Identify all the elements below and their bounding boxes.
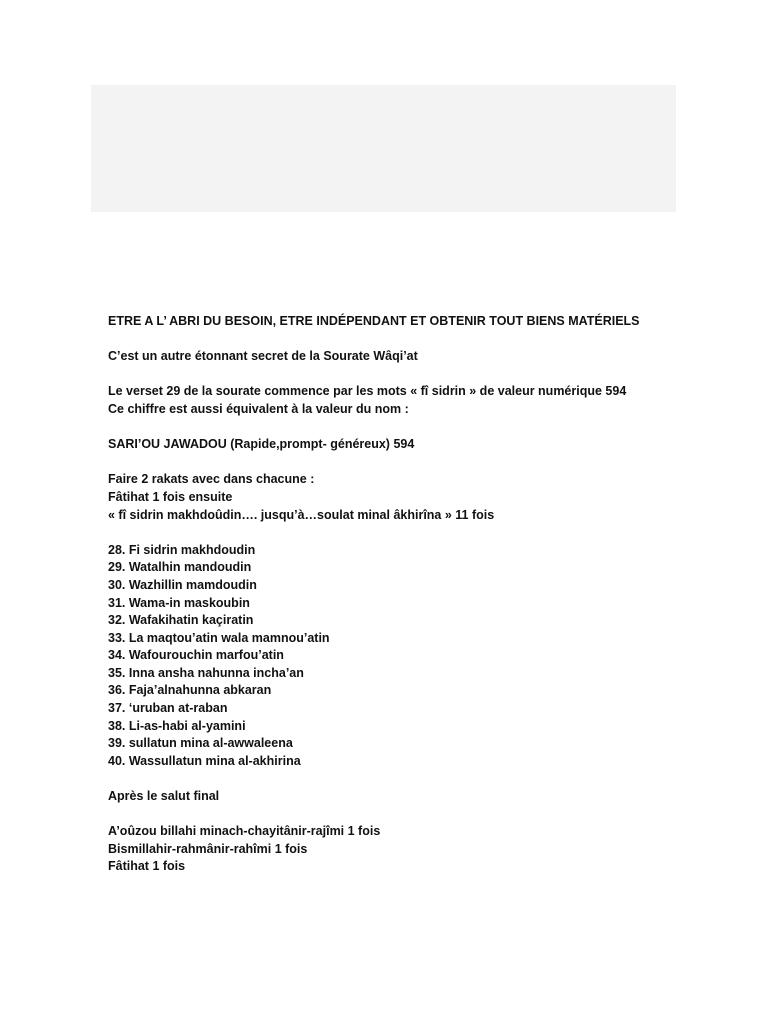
verse-line: 37. ‘uruban at-raban [108,701,228,716]
verse-paragraph-line-1: Le verset 29 de la sourate commence par les mots « fî sidrin » de valeur numérique 594 [108,384,627,399]
verse-line: 38. Li-as-habi al-yamini [108,718,246,733]
verse-paragraph-line-2: Ce chiffre est aussi équivalent à la valeur du nom : [108,401,409,416]
spacer [108,366,708,384]
document-body [108,313,708,876]
spacer [108,524,708,542]
spacer [108,806,708,824]
top-banner-placeholder [91,85,676,212]
spacer [108,331,708,349]
verse-line: 29. Watalhin mandoudin [108,560,252,575]
verse-line: 31. Wama-in maskoubin [108,595,250,610]
instruction-line-1: Faire 2 rakats avec dans chacune : [108,472,315,487]
intro-line: C’est un autre étonnant secret de la Sourate Wâqi’at [108,349,418,364]
closing-line-2: Bismillahir-rahmânir-rahîmi 1 fois [108,841,308,856]
spacer [108,419,708,437]
verse-line: 35. Inna ansha nahunna incha’an [108,665,304,680]
verse-line: 40. Wassullatun mina al-akhirina [108,753,301,768]
instruction-line-3: « fî sidrin makhdoûdin…. jusqu’à…soulat minal âkhirîna » 11 fois [108,507,495,522]
closing-line-3: Fâtihat 1 fois [108,859,186,874]
verse-line: 32. Wafakihatin kaçiratin [108,613,254,628]
verse-line: 39. sullatun mina al-awwaleena [108,736,293,751]
verse-line: 30. Wazhillin mamdoudin [108,577,257,592]
instruction-line-2: Fâtihat 1 fois ensuite [108,489,233,504]
closing-line-1: A’oûzou billahi minach-chayitânir-rajîmi 1 fois [108,824,381,839]
name-line: SARI’OU JAWADOU (Rapide,prompt- généreux) 594 [108,437,415,452]
verse-line: 34. Wafourouchin marfou’atin [108,648,284,663]
after-salut-line: Après le salut final [108,789,220,804]
spacer [108,770,708,788]
verse-line: 33. La maqtou’atin wala mamnou’atin [108,630,330,645]
verse-line: 36. Faja’alnahunna abkaran [108,683,272,698]
document-heading: ETRE A L’ ABRI DU BESOIN, ETRE INDÉPENDANT ET OBTENIR TOUT BIENS MATÉRIELS [108,314,640,328]
verse-line: 28. Fi sidrin makhdoudin [108,542,256,557]
spacer [108,454,708,472]
